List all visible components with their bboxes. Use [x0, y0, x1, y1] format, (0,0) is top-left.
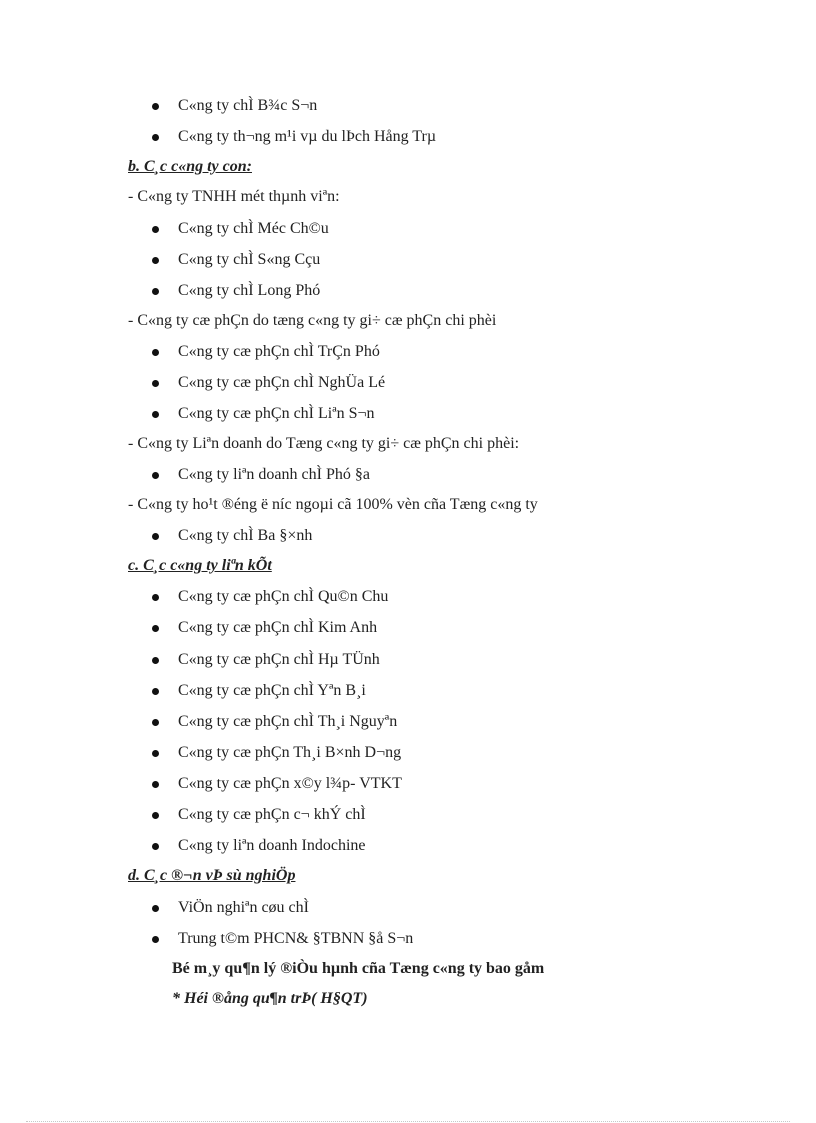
list-item-text: C«ng ty chÌ Méc Ch©u [178, 220, 329, 237]
section-heading-d: d. C¸c ®¬n vÞ sù nghiÖp [128, 867, 296, 884]
dash-paragraph: - C«ng ty Liªn doanh do Tæng c«ng ty gi÷ cæ phÇn chi phèi: [128, 435, 520, 452]
dash-paragraph: - C«ng ty TNHH mét thµnh viªn: [128, 188, 340, 205]
list-item-text: C«ng ty chÌ S«ng Cçu [178, 251, 321, 268]
bullet-icon [152, 781, 159, 788]
list-item-text: C«ng ty cæ phÇn chÌ Yªn B¸i [178, 682, 366, 699]
list-item-text: C«ng ty cæ phÇn Th¸i B×nh D¬ng [178, 744, 402, 761]
list-item-text: C«ng ty cæ phÇn chÌ Qu©n Chu [178, 588, 389, 605]
list-item-text: C«ng ty th¬ng m¹i vµ du lÞch Hång Trµ [178, 128, 437, 145]
bullet-icon [152, 936, 159, 943]
bullet-icon [152, 411, 159, 418]
section-heading-b: b. C¸c c«ng ty con: [128, 158, 252, 175]
bullet-icon [152, 905, 159, 912]
list-item-text: C«ng ty cæ phÇn x©y l¾p- VTKT [178, 775, 402, 792]
bold-paragraph: Bé m¸y qu¶n lý ®iÒu hµnh cña Tæng c«ng ty bao gåm [172, 960, 545, 977]
bullet-icon [152, 349, 159, 356]
bullet-icon [152, 103, 159, 110]
bullet-icon [152, 843, 159, 850]
list-item-text: C«ng ty cæ phÇn chÌ Hµ TÜnh [178, 651, 380, 668]
list-item-text: C«ng ty liªn doanh Indochine [178, 837, 366, 854]
list-item-text: C«ng ty cæ phÇn c¬ khÝ chÌ [178, 806, 366, 823]
bullet-icon [152, 719, 159, 726]
section-heading-c: c. C¸c c«ng ty liªn kÕt [128, 557, 272, 574]
bullet-icon [152, 812, 159, 819]
bullet-icon [152, 226, 159, 233]
bullet-icon [152, 625, 159, 632]
bullet-icon [152, 472, 159, 479]
bullet-icon [152, 657, 159, 664]
bullet-icon [152, 134, 159, 141]
bullet-icon [152, 380, 159, 387]
bullet-icon [152, 750, 159, 757]
list-item-text: C«ng ty liªn doanh chÌ Phó §a [178, 466, 370, 483]
list-item-text: C«ng ty cæ phÇn chÌ NghÜa Lé [178, 374, 386, 391]
dash-paragraph: - C«ng ty ho¹t ®éng ë níc ngoµi cã 100% vèn cña Tæng c«ng ty [128, 496, 538, 513]
dash-paragraph: - C«ng ty cæ phÇn do tæng c«ng ty gi÷ cæ phÇn chi phèi [128, 312, 497, 329]
bullet-icon [152, 533, 159, 540]
list-item-text: C«ng ty cæ phÇn chÌ Th¸i Nguyªn [178, 713, 398, 730]
list-item-text: C«ng ty cæ phÇn chÌ Liªn S¬n [178, 405, 375, 422]
bullet-icon [152, 594, 159, 601]
list-item-text: C«ng ty cæ phÇn chÌ TrÇn Phó [178, 343, 380, 360]
list-item-text: ViÖn nghiªn cøu chÌ [178, 899, 309, 916]
page-bottom-rule [26, 1121, 790, 1122]
bullet-icon [152, 288, 159, 295]
list-item-text: C«ng ty chÌ B¾c S¬n [178, 97, 318, 114]
bold-italic-paragraph: * Héi ®ång qu¶n trÞ( H§QT) [172, 990, 368, 1007]
bullet-icon [152, 257, 159, 264]
list-item-text: C«ng ty chÌ Ba §×nh [178, 527, 313, 544]
bullet-icon [152, 688, 159, 695]
list-item-text: C«ng ty chÌ Long Phó [178, 282, 321, 299]
list-item-text: C«ng ty cæ phÇn chÌ Kim Anh [178, 619, 378, 636]
list-item-text: Trung t©m PHCN& §TBNN §å S¬n [178, 930, 414, 947]
